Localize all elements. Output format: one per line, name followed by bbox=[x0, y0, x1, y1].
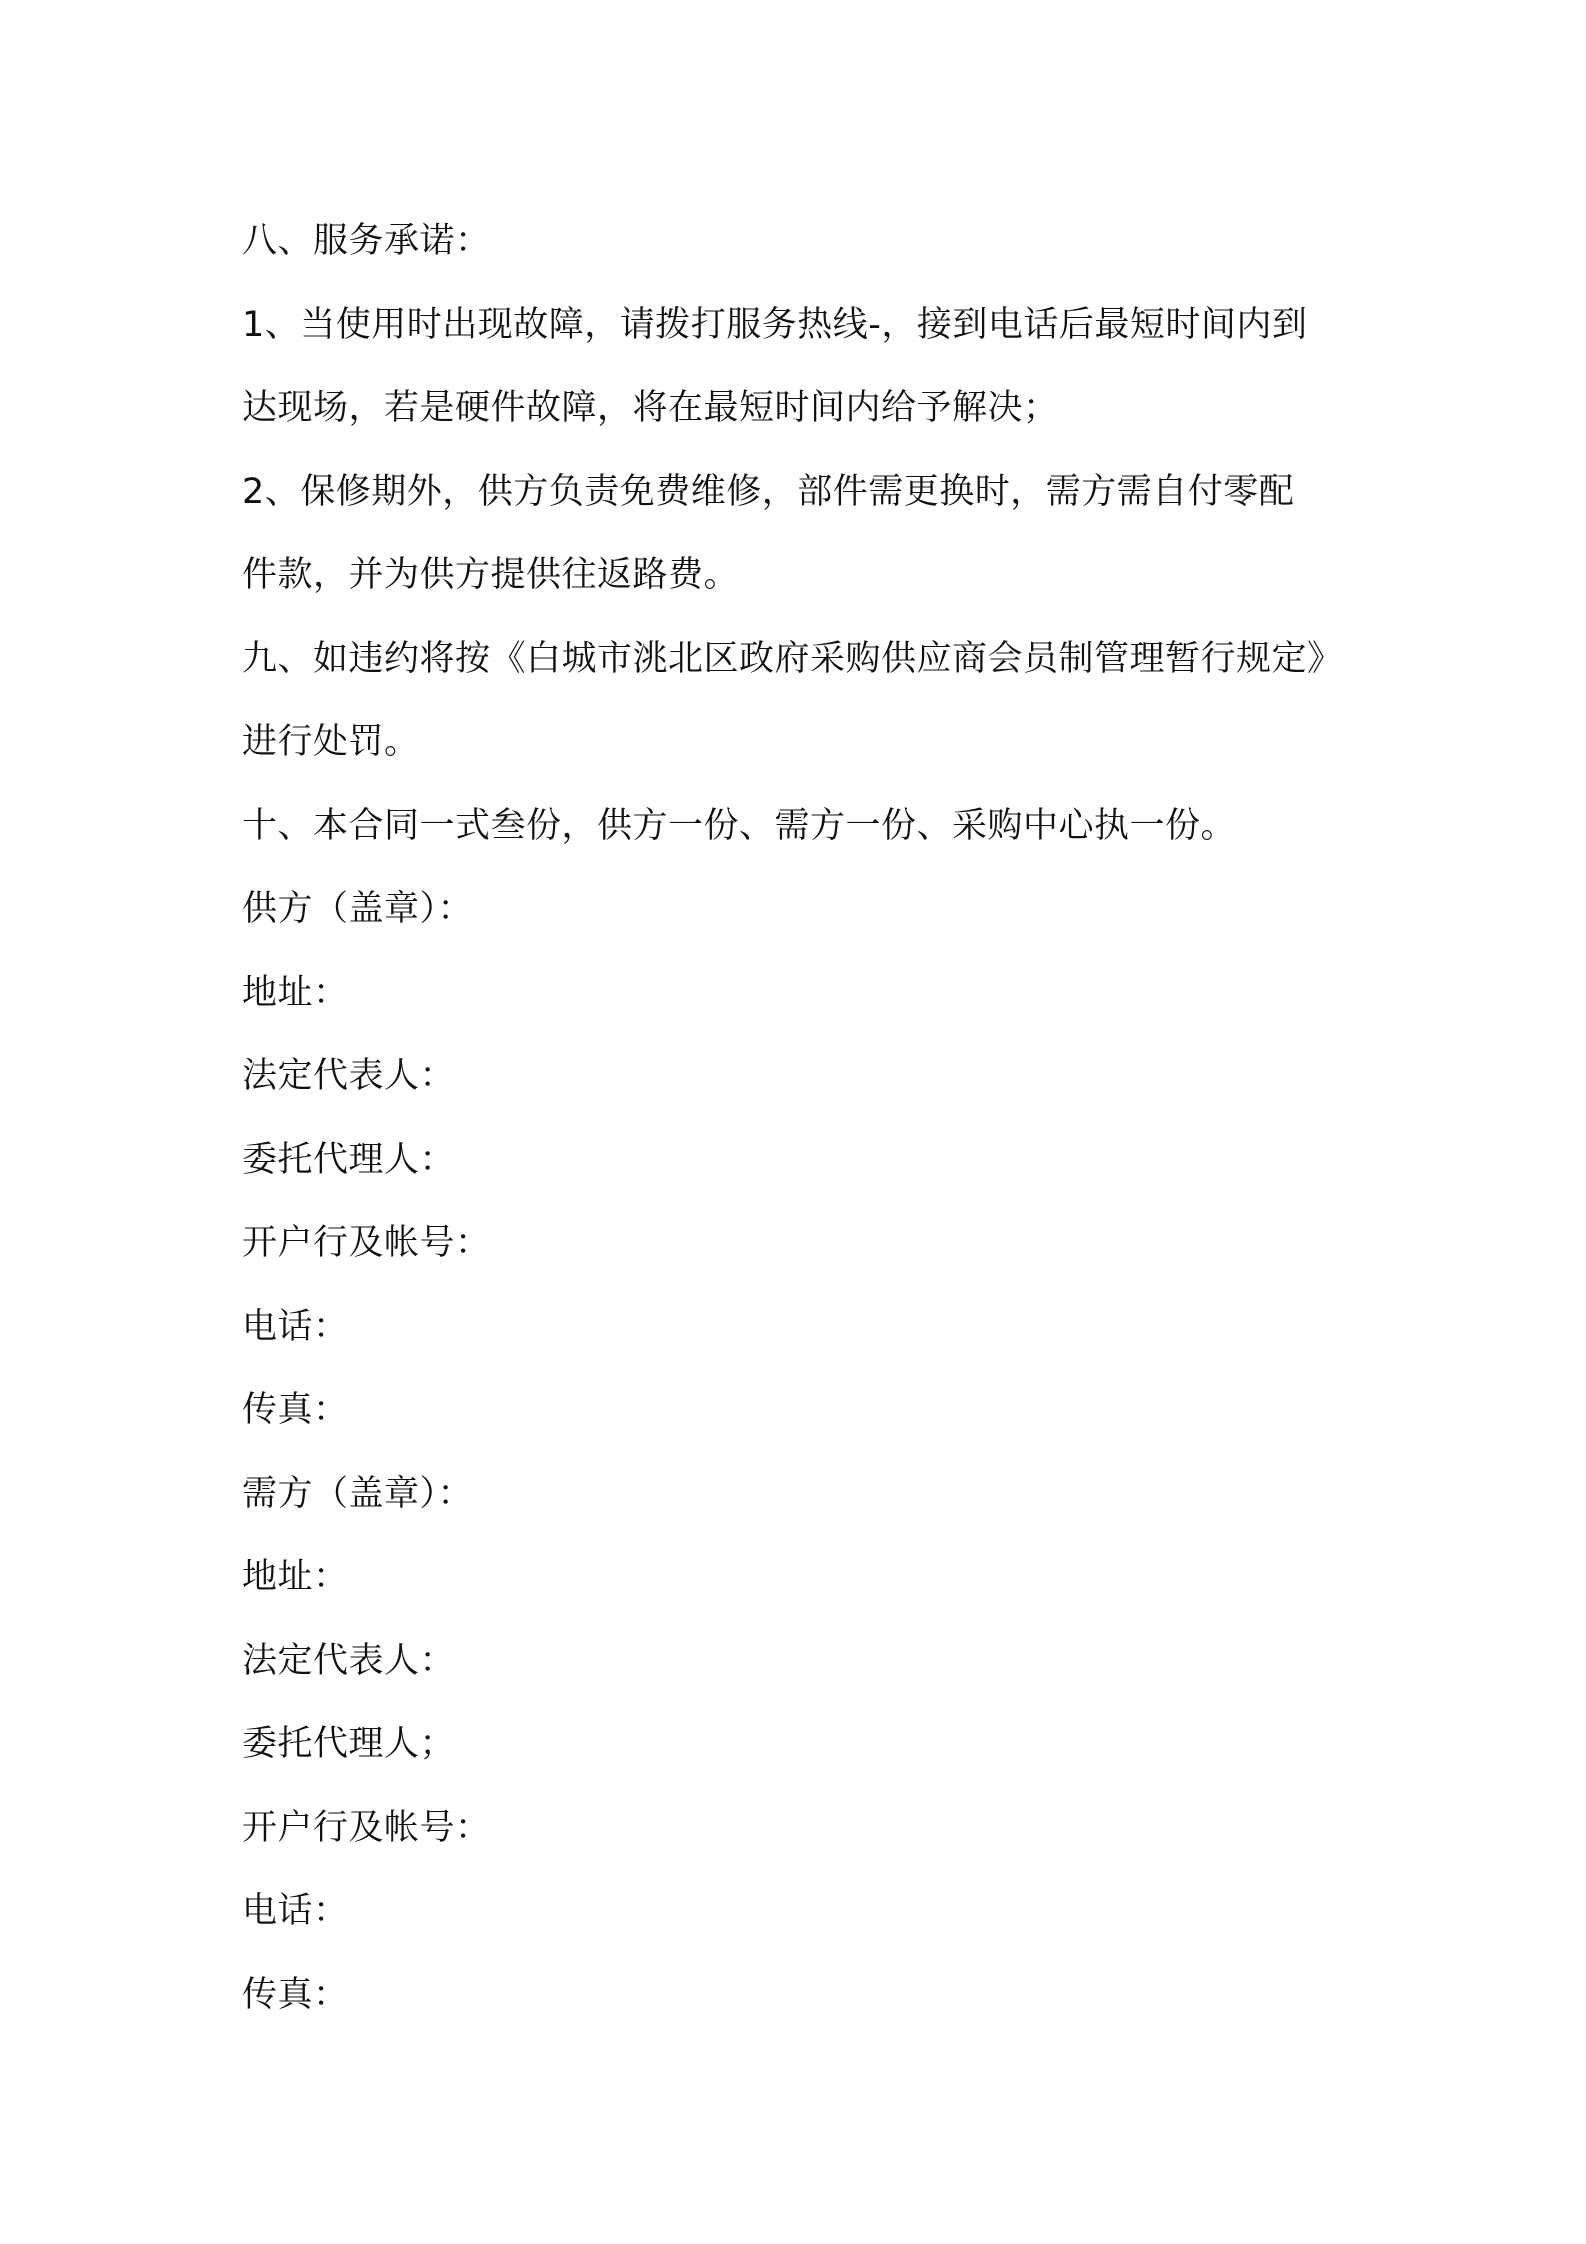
document-body bbox=[242, 200, 1372, 2037]
commitment-item-2-line-1: 2、保修期外，供方负责免费维修，部件需更换时，需方需自付零配 bbox=[242, 471, 1295, 512]
buyer-fax-label: 传真： bbox=[242, 1974, 349, 2015]
supplier-bank-account-label: 开户行及帐号： bbox=[242, 1223, 491, 1263]
supplier-agent-label: 委托代理人： bbox=[242, 1139, 456, 1180]
supplier-phone-label: 电话： bbox=[242, 1306, 349, 1347]
commitment-item-1-line-2: 达现场，若是硬件故障，将在最短时间内给予解决； bbox=[242, 388, 1059, 428]
commitment-item-2-line-2: 件款，并为供方提供往返路费。 bbox=[242, 555, 740, 595]
section-heading: 八、服务承诺： bbox=[242, 221, 491, 261]
contract-copies-text: 十、本合同一式叁份，供方一份、需方一份、采购中心执一份。 bbox=[242, 805, 1237, 846]
buyer-agent-label: 委托代理人； bbox=[242, 1724, 456, 1764]
supplier-title: 供方（盖章）： bbox=[242, 889, 474, 929]
supplier-address-label: 地址： bbox=[242, 972, 349, 1013]
buyer-address-label: 地址： bbox=[242, 1557, 349, 1597]
buyer-phone-label: 电话： bbox=[242, 1891, 349, 1931]
penalty-line-2: 进行处罚。 bbox=[242, 722, 420, 762]
section-contract-copies bbox=[242, 785, 1372, 869]
penalty-line-1: 九、如违约将按《白城市洮北区政府采购供应商会员制管理暂行规定》 bbox=[242, 638, 1343, 679]
buyer-title: 需方（盖章）： bbox=[242, 1473, 474, 1514]
section-service-commitment bbox=[242, 200, 1372, 618]
buyer-signature-block bbox=[242, 1453, 1372, 2038]
commitment-item-1-line-1: 1、当使用时出现故障，请拨打服务热线-，接到电话后最短时间内到 bbox=[242, 304, 1308, 345]
buyer-bank-account-label: 开户行及帐号： bbox=[242, 1807, 491, 1848]
supplier-signature-block bbox=[242, 868, 1372, 1453]
supplier-fax-label: 传真： bbox=[242, 1390, 349, 1430]
section-breach-penalty bbox=[242, 618, 1372, 785]
supplier-legal-rep-label: 法定代表人： bbox=[242, 1056, 456, 1096]
buyer-legal-rep-label: 法定代表人： bbox=[242, 1640, 456, 1681]
